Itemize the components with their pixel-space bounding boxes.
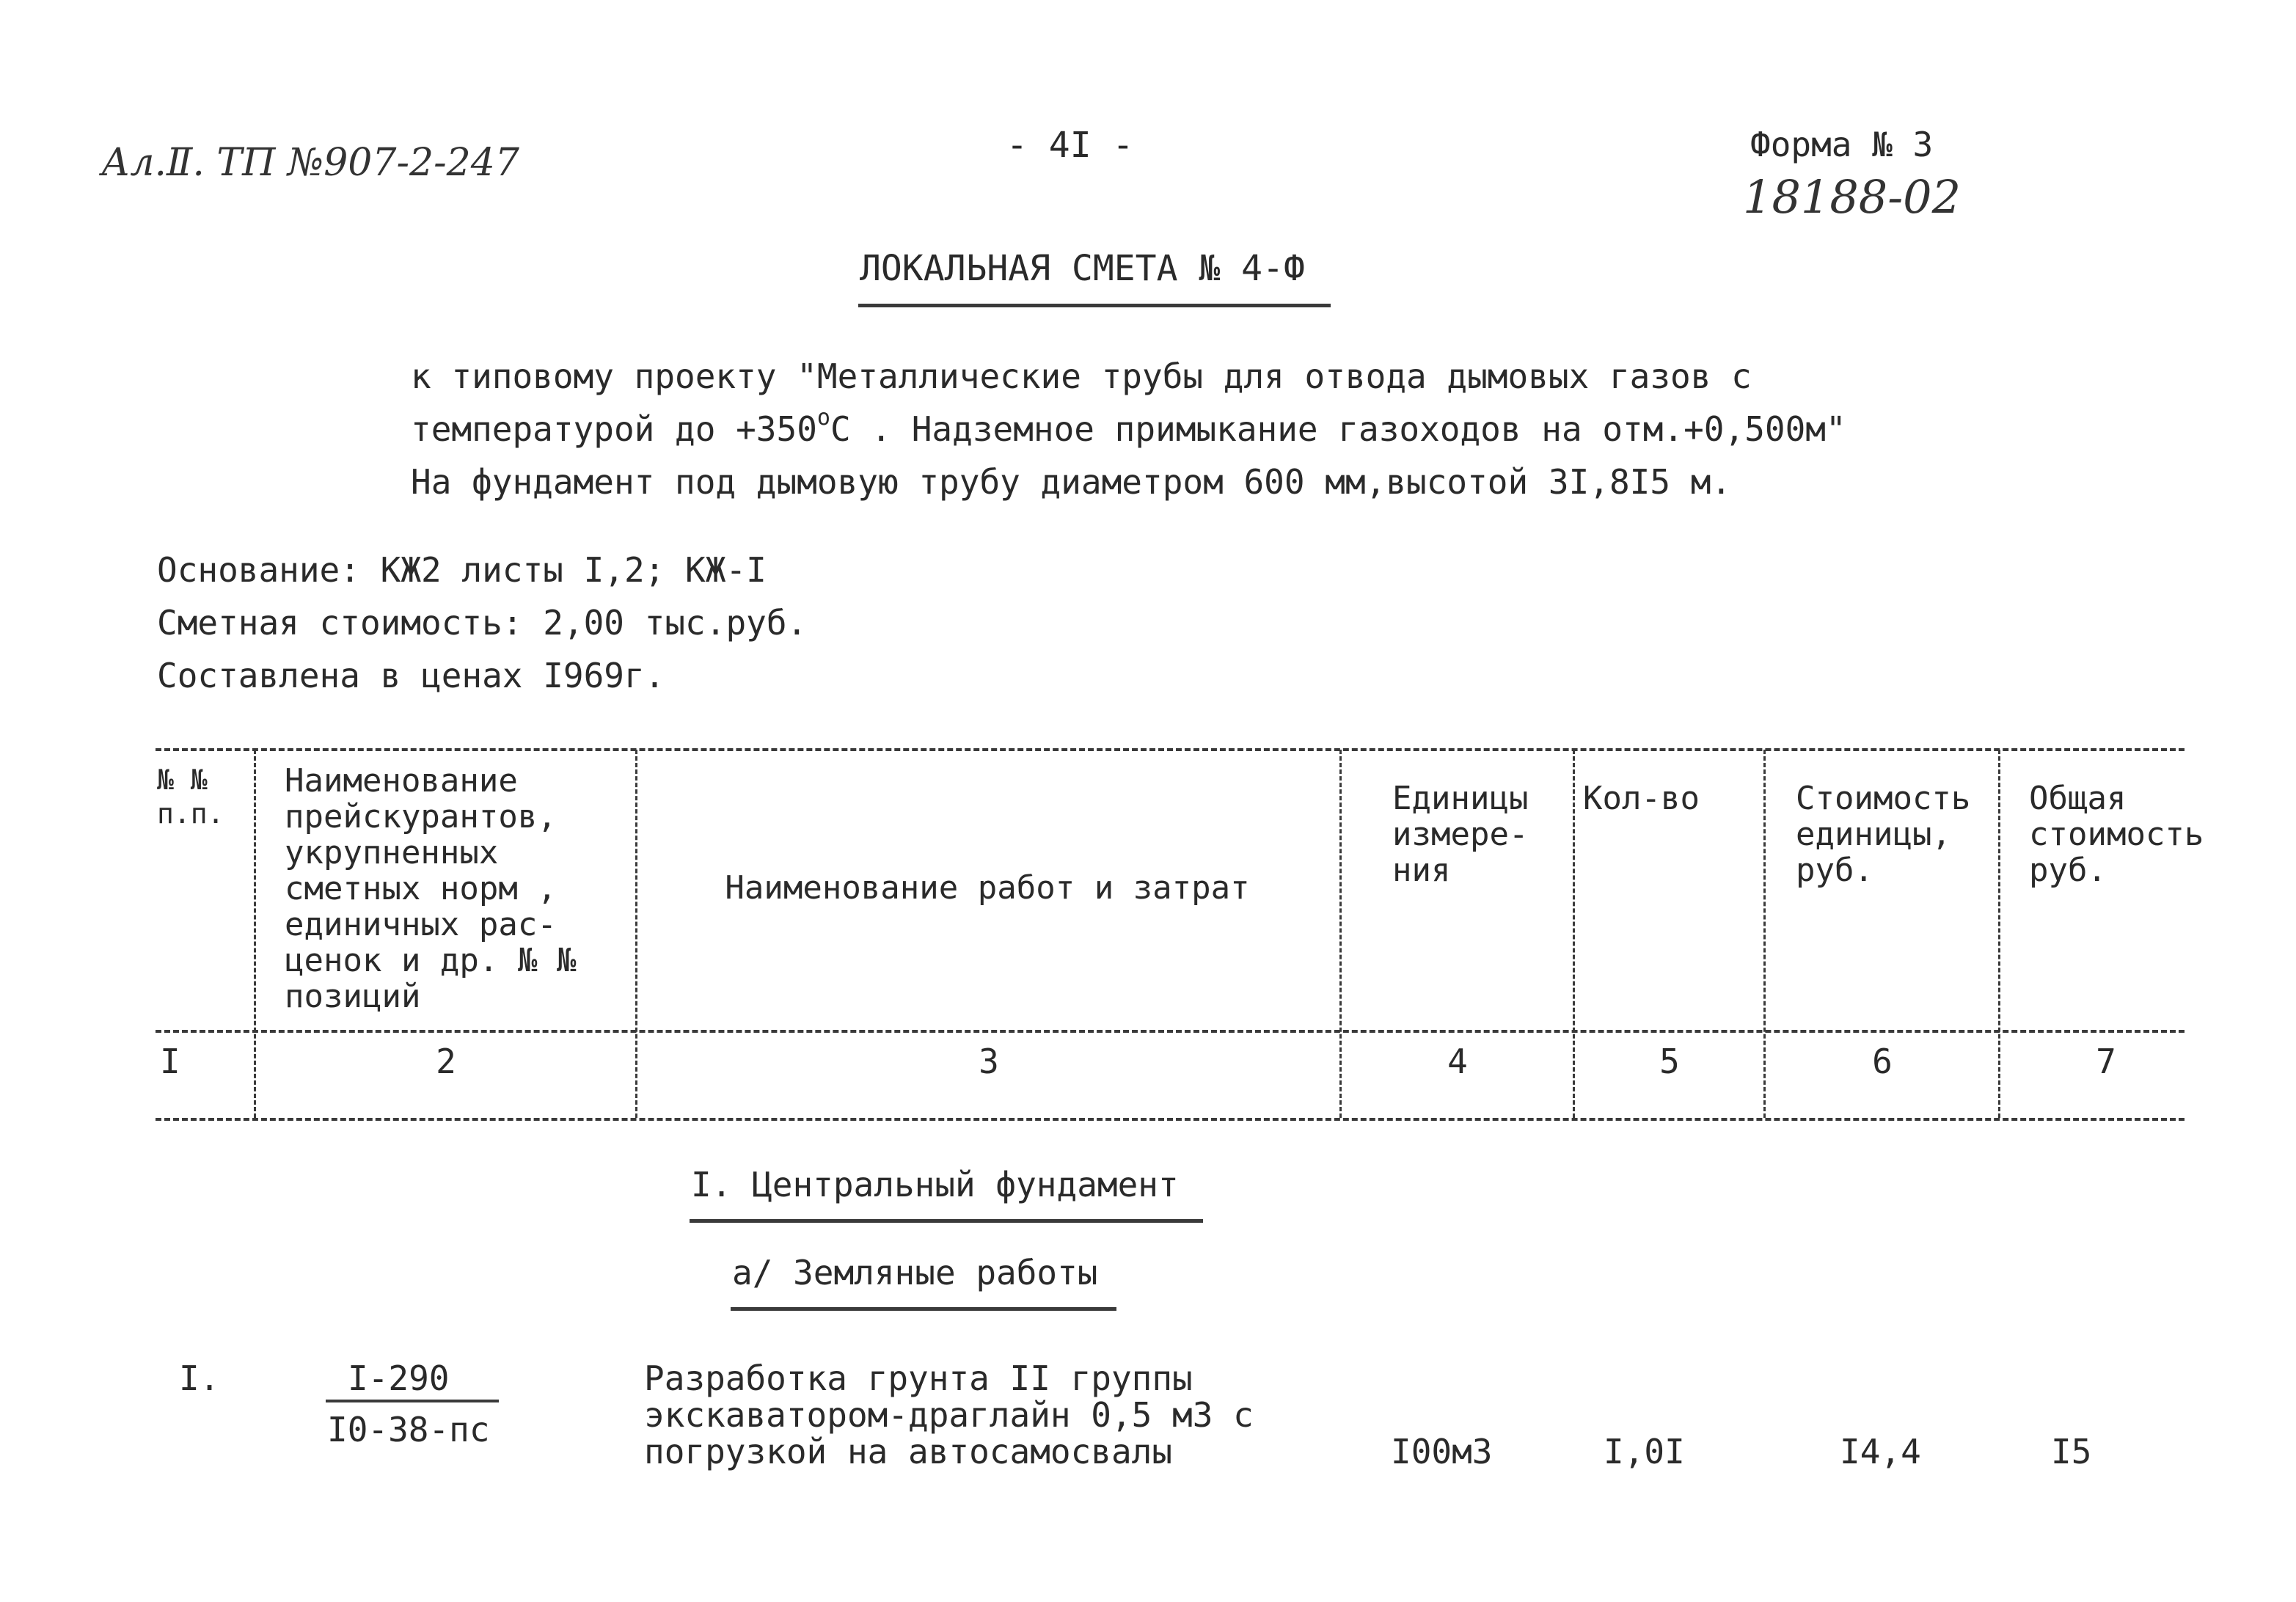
header-total-cost: Общая стоимость руб. bbox=[2029, 780, 2204, 889]
column-number-3: 3 bbox=[979, 1042, 999, 1081]
row-unit-cost: I4,4 bbox=[1840, 1432, 1921, 1471]
column-number-5: 5 bbox=[1659, 1042, 1680, 1081]
row-description-line-2: экскаватором-драглайн 0,5 м3 с bbox=[644, 1395, 1254, 1435]
row-code-divider bbox=[326, 1400, 499, 1402]
row-description-line-1: Разработка грунта II группы bbox=[644, 1358, 1193, 1398]
form-label: Форма № 3 bbox=[1750, 125, 1934, 164]
header-item-number: № № п.п. bbox=[157, 764, 224, 830]
project-line-1: к типовому проекту "Металлические трубы для отвода дымовых газов с bbox=[411, 356, 1752, 396]
header-units: Единицы измере- ния bbox=[1392, 780, 1529, 889]
column-number-1: I bbox=[160, 1042, 180, 1081]
estimated-cost-line: Сметная стоимость: 2,00 тыс.руб. bbox=[157, 603, 808, 643]
title-underline bbox=[858, 304, 1331, 307]
column-number-4: 4 bbox=[1447, 1042, 1468, 1081]
header-unit-cost: Стоимость единицы, руб. bbox=[1796, 780, 1971, 889]
row-number: I. bbox=[179, 1358, 220, 1398]
row-unit: I00м3 bbox=[1391, 1432, 1493, 1471]
header-works-and-costs: Наименование работ и затрат bbox=[725, 869, 1250, 907]
row-quantity: I,0I bbox=[1604, 1432, 1685, 1471]
table-bottom-rule bbox=[156, 1118, 2185, 1121]
degree-sup: о bbox=[816, 405, 830, 431]
table-header-rule bbox=[156, 1030, 2185, 1033]
document-title: ЛОКАЛЬНАЯ СМЕТА № 4-Ф bbox=[860, 248, 1305, 289]
column-number-6: 6 bbox=[1872, 1042, 1893, 1081]
prices-year-line: Составлена в ценах I969г. bbox=[157, 656, 665, 695]
subsection-heading-underline bbox=[731, 1307, 1116, 1311]
section-heading-underline bbox=[690, 1219, 1203, 1223]
project-line-2-a: температурой до +350 bbox=[411, 409, 817, 449]
column-number-7: 7 bbox=[2096, 1042, 2116, 1081]
handwritten-project-ref: Ал.Ⅱ. ТП №907-2-247 bbox=[101, 141, 519, 185]
subsection-heading: а/ Земляные работы bbox=[732, 1253, 1098, 1292]
table-top-rule bbox=[156, 748, 2185, 751]
column-number-2: 2 bbox=[436, 1042, 456, 1081]
row-description-line-3: погрузкой на автосамосвалы bbox=[644, 1432, 1173, 1471]
handwritten-code: 18188-02 bbox=[1743, 170, 1962, 224]
project-line-2-b: С . Надземное примыкание газоходов на отм.+0,500м" bbox=[830, 409, 1846, 449]
section-heading: I. Центральный фундамент bbox=[691, 1165, 1179, 1204]
row-code-top: I-290 bbox=[348, 1358, 450, 1398]
project-line-3: На фундамент под дымовую трубу диаметром 600 мм,высотой 3I,8I5 м. bbox=[411, 462, 1732, 502]
page-number: - 4I - bbox=[1006, 125, 1134, 166]
basis-line: Основание: КЖ2 листы I,2; КЖ-I bbox=[157, 550, 767, 590]
row-total-cost: I5 bbox=[2051, 1432, 2092, 1471]
project-line-2 bbox=[411, 405, 1846, 449]
header-price-list-codes: Наименование прейскурантов, укрупненных сметных норм , единичных рас- ценок и др. № № позиций bbox=[285, 762, 577, 1015]
row-code-bottom: I0-38-пс bbox=[327, 1410, 490, 1449]
header-quantity: Кол-во bbox=[1583, 780, 1700, 817]
